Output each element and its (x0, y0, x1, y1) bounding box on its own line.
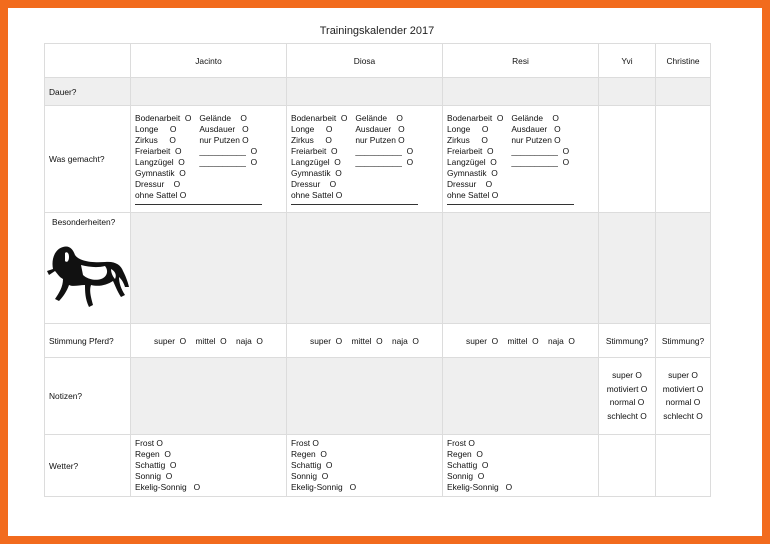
weather-option[interactable]: Frost O (135, 438, 163, 448)
activity-option[interactable]: __________ O (511, 146, 570, 156)
activity-option[interactable]: Gymnastik O (291, 168, 342, 178)
weather-option[interactable]: Sonnig O (135, 471, 173, 481)
activity-option[interactable]: Freiarbeit O (291, 146, 338, 156)
row-notizen (45, 358, 711, 435)
notes-option[interactable]: super O (668, 370, 698, 380)
header-row (45, 44, 711, 78)
cell-was-yvi[interactable] (599, 106, 656, 213)
label-wetter: Wetter? (45, 435, 131, 497)
activity-column-left (291, 113, 347, 201)
weather-jacinto[interactable] (131, 435, 287, 497)
activity-option[interactable]: nur Putzen O (511, 135, 561, 145)
notes-option[interactable]: schlecht O (607, 410, 647, 421)
activity-option[interactable]: Bodenarbeit O (135, 113, 192, 123)
activity-option[interactable]: Dressur O (135, 179, 181, 189)
activity-option[interactable]: ohne Sattel O (135, 190, 187, 200)
header-corner (45, 44, 131, 78)
weather-option[interactable]: Regen O (291, 449, 327, 459)
activity-column-right (355, 113, 413, 201)
weather-option[interactable]: Ekelig-Sonnig O (291, 482, 357, 492)
weather-option[interactable]: Ekelig-Sonnig O (135, 482, 201, 492)
mood-options-resi[interactable]: super O mittel O naja O (466, 335, 575, 346)
weather-option[interactable]: Regen O (135, 449, 171, 459)
header-diosa: Diosa (287, 44, 443, 78)
activity-option[interactable]: Zirkus O (135, 135, 176, 145)
stimmung-yvi: Stimmung? (599, 324, 656, 358)
training-calendar-table (44, 43, 711, 497)
weather-option[interactable]: Schattig O (135, 460, 177, 470)
label-notizen: Notizen? (45, 358, 131, 435)
write-line (291, 204, 418, 205)
weather-option[interactable]: Sonnig O (291, 471, 329, 481)
activity-option[interactable]: Zirkus O (291, 135, 332, 145)
horse-silhouette-icon (45, 235, 131, 315)
row-wetter (45, 435, 711, 497)
label-dauer: Dauer? (45, 78, 131, 106)
cell-dauer-jacinto[interactable] (131, 78, 287, 106)
header-resi: Resi (443, 44, 599, 78)
cell-dauer-diosa[interactable] (287, 78, 443, 106)
cell-notizen-jacinto[interactable] (131, 358, 287, 435)
notes-option[interactable]: normal O (609, 397, 645, 407)
activity-column-right (511, 113, 569, 201)
write-line (135, 204, 262, 205)
notes-options-christine[interactable] (656, 358, 711, 435)
cell-notizen-resi[interactable] (443, 358, 599, 435)
activity-option[interactable]: ohne Sattel O (291, 190, 343, 200)
notes-options-yvi[interactable] (599, 358, 656, 435)
activity-option[interactable]: Bodenarbeit O (291, 113, 348, 123)
activity-option[interactable]: Langzügel O (291, 157, 341, 167)
activity-option[interactable]: Ausdauer O (355, 124, 405, 134)
cell-besonderheiten-diosa[interactable] (287, 213, 443, 324)
cell-besonderheiten-christine[interactable] (656, 213, 711, 324)
activities-diosa[interactable] (287, 106, 443, 213)
cell-was-christine[interactable] (656, 106, 711, 213)
mood-options-diosa[interactable]: super O mittel O naja O (310, 335, 419, 346)
activity-column-left (135, 113, 191, 201)
activity-option[interactable]: nur Putzen O (199, 135, 249, 145)
weather-option[interactable]: Ekelig-Sonnig O (447, 482, 513, 492)
header-yvi: Yvi (599, 44, 656, 78)
write-line (447, 204, 574, 205)
activity-option[interactable]: __________ O (355, 146, 414, 156)
activity-option[interactable]: Freiarbeit O (135, 146, 182, 156)
activity-option[interactable]: nur Putzen O (355, 135, 405, 145)
label-was-gemacht: Was gemacht? (45, 106, 131, 213)
notes-options (656, 369, 710, 423)
row-besonderheiten (45, 213, 711, 324)
activity-option[interactable]: Ausdauer O (511, 124, 561, 134)
activity-option[interactable]: Langzügel O (447, 157, 497, 167)
activity-column-left (447, 113, 503, 201)
weather-option[interactable]: Sonnig O (447, 471, 485, 481)
cell-besonderheiten-yvi[interactable] (599, 213, 656, 324)
weather-resi[interactable] (443, 435, 599, 497)
activity-options (443, 113, 598, 201)
weather-options (287, 438, 442, 493)
activity-option[interactable]: __________ O (355, 157, 414, 167)
stimmung-christine: Stimmung? (656, 324, 711, 358)
cell-notizen-diosa[interactable] (287, 358, 443, 435)
activity-option[interactable]: Longe O (291, 124, 333, 134)
weather-option[interactable]: Regen O (447, 449, 483, 459)
label-cell-besonderheiten (45, 213, 131, 324)
activity-option[interactable]: Gelände O (199, 113, 247, 123)
weather-option[interactable]: Schattig O (447, 460, 489, 470)
row-dauer (45, 78, 711, 106)
activity-option[interactable]: __________ O (511, 157, 570, 167)
activity-options (287, 113, 442, 201)
activity-option[interactable]: Zirkus O (447, 135, 488, 145)
notes-options (599, 369, 655, 423)
activity-option[interactable]: Dressur O (447, 179, 493, 189)
cell-besonderheiten-jacinto[interactable] (131, 213, 287, 324)
row-was-gemacht (45, 106, 711, 213)
weather-options (443, 438, 598, 493)
weather-options (131, 438, 286, 493)
label-besonderheiten: Besonderheiten? (52, 217, 116, 227)
mood-options-jacinto[interactable]: super O mittel O naja O (154, 335, 263, 346)
activity-option[interactable]: __________ O (199, 146, 258, 156)
weather-option[interactable]: Schattig O (291, 460, 333, 470)
activity-option[interactable]: Bodenarbeit O (447, 113, 504, 123)
activity-option[interactable]: Gymnastik O (135, 168, 186, 178)
header-jacinto: Jacinto (131, 44, 287, 78)
activity-option[interactable]: Freiarbeit O (447, 146, 494, 156)
page-title: Trainingskalender 2017 (319, 25, 435, 37)
activities-jacinto[interactable] (131, 106, 287, 213)
notes-option[interactable]: normal O (665, 397, 701, 407)
notes-option[interactable]: motiviert O (606, 383, 648, 394)
label-stimmung-pferd: Stimmung Pferd? (45, 324, 131, 358)
activity-option[interactable]: ohne Sattel O (447, 190, 499, 200)
row-stimmung-pferd (45, 324, 711, 358)
activity-option[interactable]: Langzügel O (135, 157, 185, 167)
weather-diosa[interactable] (287, 435, 443, 497)
activity-option[interactable]: Gymnastik O (447, 168, 498, 178)
cell-dauer-christine[interactable] (656, 78, 711, 106)
activity-option[interactable]: Dressur O (291, 179, 337, 189)
header-christine: Christine (656, 44, 711, 78)
weather-option[interactable]: Frost O (291, 438, 319, 448)
notes-option[interactable]: super O (612, 370, 642, 380)
activity-option[interactable]: Longe O (135, 124, 177, 134)
activity-options (131, 113, 286, 201)
activity-column-right (199, 113, 257, 201)
notes-option[interactable]: schlecht O (663, 410, 703, 421)
activity-option[interactable]: Gelände O (511, 113, 559, 123)
activity-option[interactable]: __________ O (199, 157, 258, 167)
cell-dauer-resi[interactable] (443, 78, 599, 106)
weather-option[interactable]: Frost O (447, 438, 475, 448)
cell-besonderheiten-resi[interactable] (443, 213, 599, 324)
cell-dauer-yvi[interactable] (599, 78, 656, 106)
notes-option[interactable]: motiviert O (662, 383, 704, 394)
activities-resi[interactable] (443, 106, 599, 213)
activity-option[interactable]: Longe O (447, 124, 489, 134)
activity-option[interactable]: Gelände O (355, 113, 403, 123)
cell-wetter-christine[interactable] (656, 435, 711, 497)
cell-wetter-yvi[interactable] (599, 435, 656, 497)
activity-option[interactable]: Ausdauer O (199, 124, 249, 134)
